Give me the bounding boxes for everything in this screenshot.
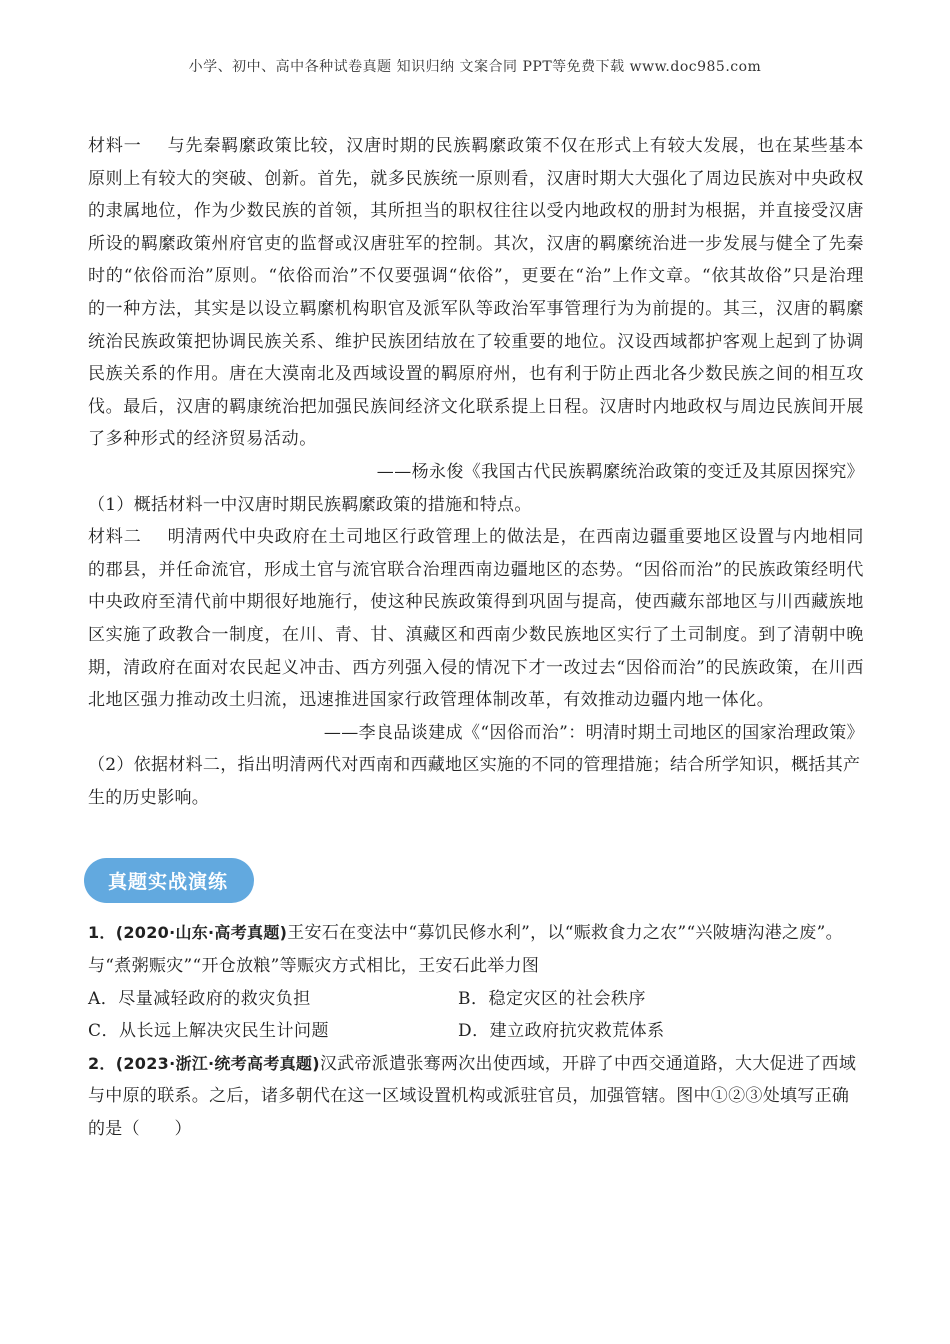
- material-2-text: 明清两代中央政府在土司地区行政管理上的做法是，在西南边疆重要地区设置与内地相同的郡县，并任命流官，形成土官与流官联合治理西南边疆地区的态势。“因俗而治”的民族政策经明代中央政府至清代前中期很好地施行，使这种民族政策得到巩固与提高，使西藏东部地区与川西藏族地区实施了政教合一制度，在川、青、甘、滇藏区和西南少数民族地区实行了土司制度。到了清朝中晚期，清政府在面对农民起义冲击、西方列强入侵的情况下才一改过去“因俗而治”的民族政策，在川西北地区强力推动改土归流，迅速推进国家行政管理体制改革，有效推动边疆内地一体化。: [88, 527, 864, 711]
- question-2: （2）依据材料二，指出明清两代对西南和西藏地区实施的不同的管理措施；结合所学知识，概括其产生的历史影响。: [88, 755, 861, 808]
- exam-question-1: [88, 917, 864, 1047]
- material-1-source: ——杨永俊《我国古代民族羁縻统治政策的变迁及其原因探究》: [376, 461, 864, 482]
- exam-question-1-stem: 王安石在变法中“募饥民修水利”，以“赈救食力之农”“兴陂塘沟港之废”。与“煮粥赈灾”“开仓放粮”等赈灾方式相比，王安石此举力图: [88, 923, 843, 977]
- option-d: D．建立政府抗灾救荒体系: [458, 1021, 665, 1042]
- material-2-source: ——李良品谈建成《“因俗而治”：明清时期土司地区的国家治理政策》: [323, 722, 864, 743]
- material-1-paragraph: [88, 130, 864, 456]
- exam-question-2: [88, 1048, 864, 1146]
- exam-question-1-number: 1．(2020·山东·高考真题): [88, 923, 288, 943]
- option-a: A．尽量减轻政府的救灾负担: [88, 988, 311, 1009]
- exam-question-2-stem: 汉武帝派遣张骞两次出使西域，开辟了中西交通道路，大大促进了西域与中原的联系。之后，诸多朝代在这一区域设置机构或派驻官员，加强管辖。图中①②③处填写正确的是（ ）: [88, 1053, 857, 1140]
- option-c: C．从长远上解决灾民生计问题: [88, 1021, 330, 1042]
- page-header: 小学、初中、高中各种试卷真题 知识归纳 文案合同 PPT等免费下载 www.doc985.com: [188, 59, 762, 75]
- material-2-label: 材料二: [88, 527, 142, 548]
- question-1: （1）概括材料一中汉唐时期民族羁縻政策的措施和特点。: [88, 494, 532, 515]
- section-title-badge: 真题实战演练: [84, 858, 254, 903]
- exam-question-1-options: [88, 983, 864, 1048]
- option-b: B．稳定灾区的社会秩序: [458, 988, 646, 1009]
- document-content: [88, 130, 864, 1146]
- exam-question-2-number: 2．(2023·浙江·统考高考真题): [88, 1053, 320, 1073]
- material-2-paragraph: [88, 521, 864, 717]
- material-1-text: 与先秦羁縻政策比较，汉唐时期的民族羁縻政策不仅在形式上有较大发展，也在某些基本原则上有较大的突破、创新。首先，就多民族统一原则看，汉唐时期大大强化了周边民族对中央政权的隶属地位，作为少数民族的首领，其所担当的职权往往以受内地政权的册封为根据，并直接受汉唐所设的羁縻政策州府官吏的监督或汉唐驻军的控制。其次，汉唐的羁縻统治进一步发展与健全了先秦时的“依俗而治”原则。“依俗而治”不仅要强调“依俗”，更要在“治”上作文章。“依其故俗”只是治理的一种方法，其实是以设立羁縻机构职官及派军队等政治军事管理行为为前提的。其三，汉唐的羁縻统治民族政策把协调民族关系、维护民族团结放在了较重要的地位。汉设西域都护客观上起到了协调民族关系的作用。唐在大漠南北及西域设置的羁原府州，也有利于防止西北各少数民族之间的相互攻伐。最后，汉唐的羁康统治把加强民族间经济文化联系提上日程。汉唐时内地政权与周边民族间开展了多种形式的经济贸易活动。: [88, 136, 864, 450]
- material-1-label: 材料一: [88, 136, 142, 156]
